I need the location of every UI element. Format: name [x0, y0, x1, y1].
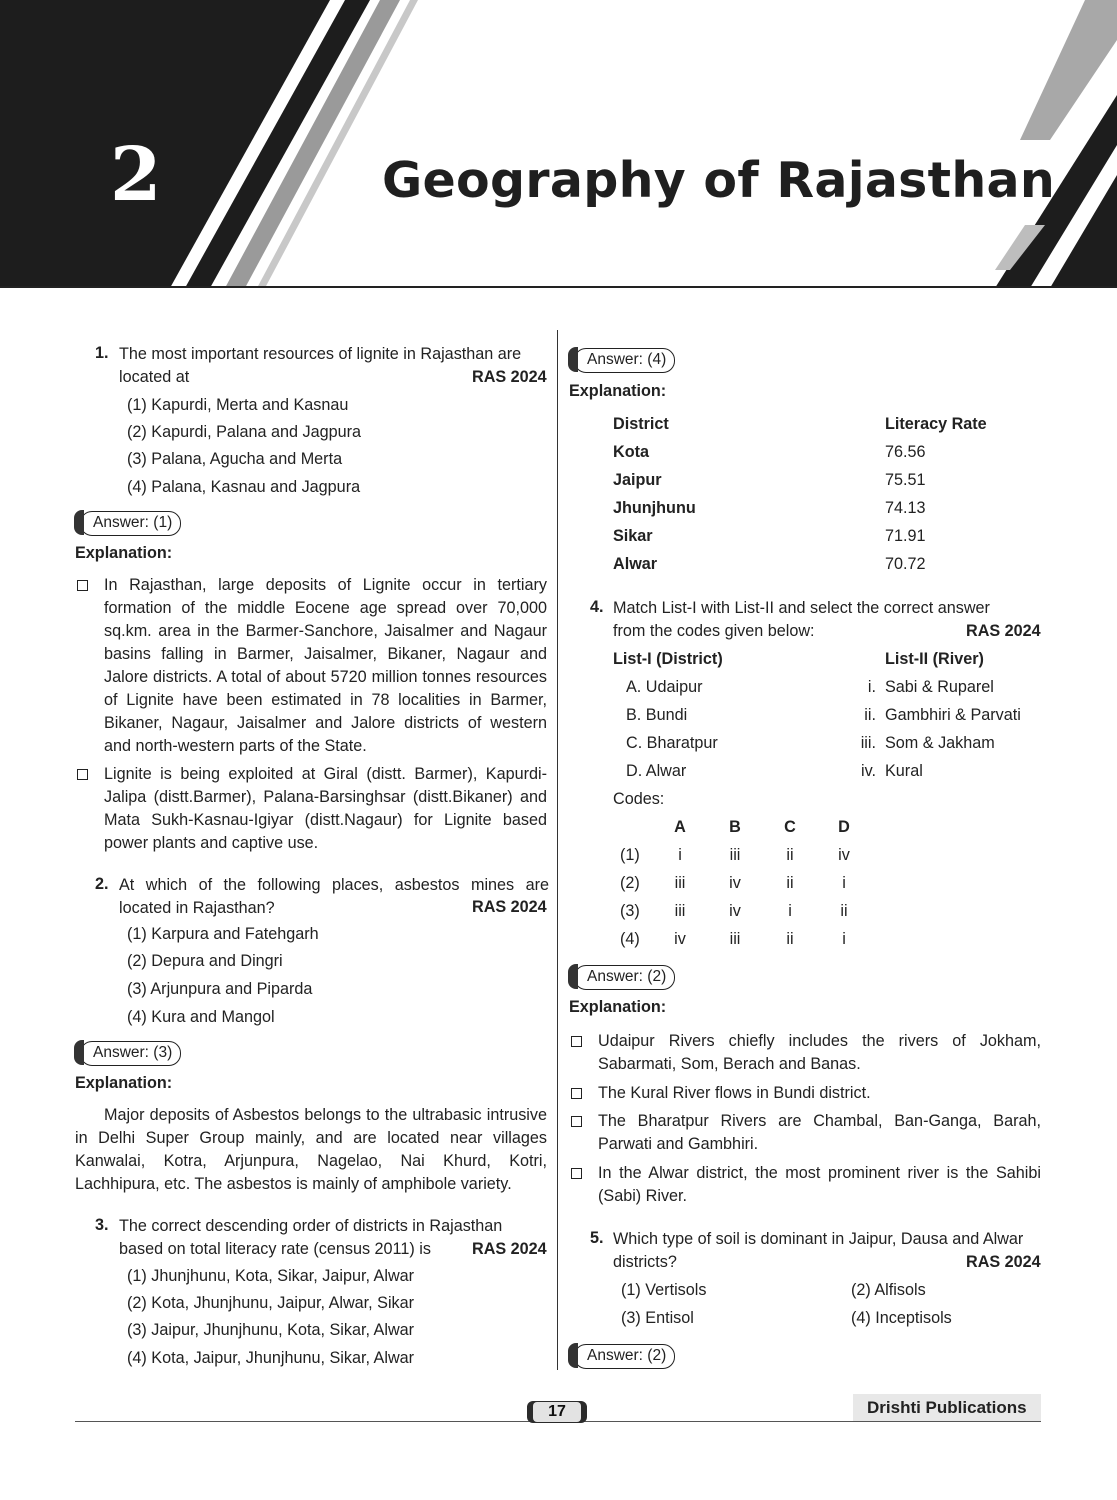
list1-item: D. Alwar [626, 762, 687, 780]
answer-badge: Answer: (2) [574, 1344, 675, 1369]
list1-item: B. Bundi [626, 706, 688, 724]
list1-header: List-I (District) [613, 650, 723, 668]
question-text-cont: located at [119, 368, 190, 386]
exam-tag: RAS 2024 [966, 1253, 1041, 1271]
checkbox-bullet-icon [571, 1088, 582, 1099]
code-cell: iv [674, 930, 686, 948]
option: (3) Palana, Agucha and Merta [127, 450, 343, 468]
code-cell: ii [786, 846, 794, 864]
checkbox-bullet-icon [571, 1116, 582, 1127]
option: (1) Vertisols [621, 1281, 707, 1299]
question-text: The most important resources of lignite in Rajasthan are [119, 345, 522, 363]
code-cell: iv [729, 874, 741, 892]
code-cell: ii [786, 930, 794, 948]
bullet-text: In the Alwar district, the most prominent river is the Sahibi (Sabi) River. [598, 1164, 1041, 1205]
question-number: 3. [95, 1216, 109, 1234]
option: (1) Karpura and Fatehgarh [127, 925, 319, 943]
question-text-cont: from the codes given below: [613, 622, 815, 640]
bullet-text: In Rajasthan, large deposits of Lignite occur in tertiary formation of the middle Eocene age spread over 70,000 sq.km. area in the Barmer-Sanchore, Jaisalmer and Nagaur basins falling in Barmer, Jaisalmer, Bikaner, Nagaur and Jalore districts. A total of about 5720 million tonnes resources of Lignite have been estimated in 78 localities in Barmer, Bikaner, Nagaur, Jaisalmer and Jalore districts of western and north-western parts of the State. [104, 576, 547, 755]
checkbox-bullet-icon [77, 769, 88, 780]
table-cell-rate: 71.91 [885, 527, 926, 545]
code-cell: iii [674, 874, 686, 892]
code-cell: iv [838, 846, 850, 864]
code-header: A [674, 818, 686, 836]
answer-badge: Answer: (2) [574, 965, 675, 990]
option: (3) Entisol [621, 1309, 694, 1327]
header-decoration [0, 0, 1117, 288]
table-cell-district: Alwar [613, 555, 658, 573]
list2-item: Sabi & Ruparel [885, 678, 994, 696]
code-cell: iii [674, 902, 686, 920]
page-number: 17 [533, 1402, 581, 1422]
explanation-label: Explanation: [569, 998, 667, 1016]
explanation-label: Explanation: [569, 382, 667, 400]
explanation-label: Explanation: [75, 544, 173, 562]
code-cell: i [678, 846, 682, 864]
code-cell: i [842, 930, 846, 948]
bullet-text: The Kural River flows in Bundi district. [598, 1084, 871, 1102]
option: (4) Palana, Kasnau and Jagpura [127, 478, 361, 496]
question-number: 1. [95, 344, 109, 362]
list2-numeral: iii. [860, 734, 876, 752]
question-number: 2. [95, 875, 109, 893]
code-row-label: (3) [620, 902, 640, 920]
list2-numeral: i. [867, 678, 876, 696]
list1-item: A. Udaipur [626, 678, 703, 696]
bullet-text: Lignite is being exploited at Giral (distt. Barmer), Kapurdi-Jalipa (distt.Barmer), Palana-Barsinghsar (distt.Bikaner) and Mata Sukh-Kasnau-Igiyar (distt.Nagaur) for Lignite based power plants and captive use. [104, 765, 547, 852]
code-row-label: (2) [620, 874, 640, 892]
option: (4) Kura and Mangol [127, 1008, 275, 1026]
option: (2) Kota, Jhunjhunu, Jaipur, Alwar, Sikar [127, 1294, 415, 1312]
code-header: D [838, 818, 850, 836]
option: (1) Jhunjhunu, Kota, Sikar, Jaipur, Alwar [127, 1267, 415, 1285]
publisher-name: Drishti Publications [853, 1394, 1041, 1421]
table-header: District [613, 415, 669, 433]
column-divider [557, 330, 558, 1370]
question-text: At which of the following places, asbestos mines are [119, 876, 549, 894]
table-cell-district: Sikar [613, 527, 653, 545]
codes-label: Codes: [613, 790, 665, 808]
question-text: Match List-I with List-II and select the correct answer [613, 599, 990, 617]
checkbox-bullet-icon [77, 580, 88, 591]
question-text: Which type of soil is dominant in Jaipur, Dausa and Alwar [613, 1230, 1024, 1248]
explanation-bullet [598, 1110, 1041, 1156]
table-header: Literacy Rate [885, 415, 987, 433]
code-cell: i [842, 874, 846, 892]
exam-tag: RAS 2024 [472, 368, 547, 386]
exam-tag: RAS 2024 [472, 898, 547, 916]
question-text-cont: located in Rajasthan? [119, 899, 275, 917]
code-cell: iii [729, 930, 741, 948]
chapter-number: 2 [110, 132, 162, 218]
list2-numeral: ii. [864, 706, 876, 724]
explanation-bullet [598, 1162, 1041, 1208]
code-row-label: (1) [620, 846, 640, 864]
answer-badge: Answer: (1) [80, 511, 181, 536]
explanation-bullet [104, 763, 547, 855]
list2-item: Gambhiri & Parvati [885, 706, 1021, 724]
list2-item: Kural [885, 762, 923, 780]
exam-tag: RAS 2024 [472, 1240, 547, 1258]
code-cell: iii [729, 846, 741, 864]
question-number: 4. [590, 598, 604, 616]
code-header: B [729, 818, 741, 836]
checkbox-bullet-icon [571, 1036, 582, 1047]
explanation-bullet [104, 574, 547, 758]
list2-item: Som & Jakham [885, 734, 995, 752]
code-cell: i [788, 902, 792, 920]
option: (2) Depura and Dingri [127, 952, 283, 970]
explanation-bullet [598, 1030, 1041, 1076]
question-text-cont: based on total literacy rate (census 2011) is [119, 1240, 431, 1258]
list1-item: C. Bharatpur [626, 734, 718, 752]
list2-numeral: iv. [861, 762, 876, 780]
header-divider [0, 286, 1117, 288]
explanation-paragraph: Major deposits of Asbestos belongs to the ultrabasic intrusive in Delhi Super Group mainly, and are located near villages Kanwalai, Kotra, Arjunpura, Nagelao, Nai Khurd, Kotri, Lachhipura, etc. The asbestos is mainly of amphibole variety. [75, 1106, 547, 1193]
option: (3) Jaipur, Jhunjhunu, Kota, Sikar, Alwar [127, 1321, 415, 1339]
list2-header: List-II (River) [885, 650, 984, 668]
chapter-header [0, 0, 1117, 288]
answer-badge: Answer: (3) [80, 1041, 181, 1066]
option: (2) Kapurdi, Palana and Jagpura [127, 423, 361, 441]
code-cell: ii [840, 902, 848, 920]
checkbox-bullet-icon [571, 1168, 582, 1179]
option: (2) Alfisols [851, 1281, 926, 1299]
option: (1) Kapurdi, Merta and Kasnau [127, 396, 349, 414]
table-cell-district: Jhunjhunu [613, 499, 696, 517]
table-cell-rate: 76.56 [885, 443, 926, 461]
option: (4) Kota, Jaipur, Jhunjhunu, Sikar, Alwar [127, 1349, 415, 1367]
code-cell: iv [729, 902, 741, 920]
code-header: C [784, 818, 796, 836]
table-cell-district: Kota [613, 443, 649, 461]
question-text-cont: districts? [613, 1253, 677, 1271]
answer-badge: Answer: (4) [574, 348, 675, 373]
table-cell-rate: 70.72 [885, 555, 926, 573]
question-number: 5. [590, 1229, 604, 1247]
explanation-label: Explanation: [75, 1074, 173, 1092]
code-cell: ii [786, 874, 794, 892]
bullet-text: Udaipur Rivers chiefly includes the rivers of Jokham, Sabarmati, Som, Berach and Banas. [598, 1032, 1041, 1073]
option: (3) Arjunpura and Piparda [127, 980, 313, 998]
question-text: The correct descending order of districts in Rajasthan [119, 1217, 503, 1235]
exam-tag: RAS 2024 [966, 622, 1041, 640]
option: (4) Inceptisols [851, 1309, 952, 1327]
explanation-bullet [598, 1082, 1041, 1105]
table-cell-district: Jaipur [613, 471, 662, 489]
table-cell-rate: 75.51 [885, 471, 926, 489]
chapter-title: Geography of Rajasthan [382, 152, 1056, 209]
code-row-label: (4) [620, 930, 640, 948]
table-cell-rate: 74.13 [885, 499, 926, 517]
bullet-text: The Bharatpur Rivers are Chambal, Ban-Ganga, Barah, Parwati and Gambhiri. [598, 1112, 1041, 1153]
